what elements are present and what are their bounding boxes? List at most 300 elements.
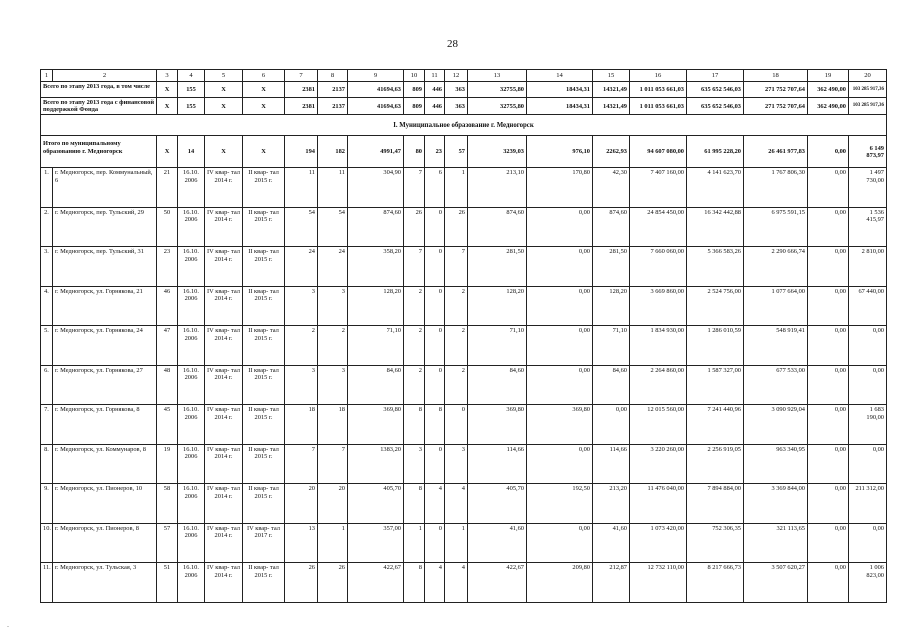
row-cell: 3 — [404, 444, 425, 484]
table-row — [41, 365, 887, 405]
row-cell: 16.10. 2006 — [178, 365, 205, 405]
row-cell: 357,00 — [348, 523, 404, 563]
row-cell: 0 — [425, 286, 445, 326]
row-number: 9. — [41, 484, 53, 524]
summary-cell: 41694,63 — [348, 98, 404, 115]
row-cell: 0,00 — [527, 523, 593, 563]
row-number: 6. — [41, 365, 53, 405]
summary-cell: 271 752 707,64 — [744, 98, 808, 115]
summary-cell: X — [243, 82, 285, 98]
row-cell: 2 810,00 — [849, 247, 887, 287]
summary-cell: 2137 — [318, 98, 348, 115]
row-cell: 548 919,41 — [744, 326, 808, 366]
row-cell: IV квар- тал 2014 г. — [205, 484, 243, 524]
summary-cell: 1 011 053 661,03 — [630, 98, 687, 115]
summary-cell: 809 — [404, 82, 425, 98]
summary-cell: 1 011 053 661,03 — [630, 82, 687, 98]
row-cell: II квар- тал 2015 г. — [243, 405, 285, 445]
summary-cell: X — [205, 98, 243, 115]
row-cell: IV квар- тал 2014 г. — [205, 207, 243, 247]
row-cell: 47 — [157, 326, 178, 366]
row-cell: 1 767 806,30 — [744, 168, 808, 208]
row-cell: 11 — [285, 168, 318, 208]
row-cell: 3 — [445, 444, 468, 484]
row-cell: 8 217 666,73 — [687, 563, 744, 603]
section-row — [41, 115, 887, 136]
row-cell: 7 — [404, 247, 425, 287]
total-cell: X — [243, 136, 285, 168]
total-cell: 23 — [425, 136, 445, 168]
row-cell: 2 256 919,05 — [687, 444, 744, 484]
summary-cell: 363 — [445, 98, 468, 115]
row-cell: 3 507 620,27 — [744, 563, 808, 603]
summary-cell: X — [157, 82, 178, 98]
row-cell: 16.10. 2006 — [178, 484, 205, 524]
total-label: Итого по муниципальному образованию г. Медногорск — [41, 136, 157, 168]
row-cell: 0 — [425, 444, 445, 484]
row-cell: 170,80 — [527, 168, 593, 208]
summary-cell: 2381 — [285, 82, 318, 98]
row-cell: 8 — [404, 484, 425, 524]
summary-label: Всего по этапу 2013 года, в том числе — [41, 82, 157, 98]
row-cell: IV квар- тал 2014 г. — [205, 326, 243, 366]
row-cell: 1 — [318, 523, 348, 563]
row-cell: II квар- тал 2015 г. — [243, 563, 285, 603]
row-cell: 19 — [157, 444, 178, 484]
column-number: 10 — [404, 70, 425, 82]
row-cell: II квар- тал 2015 г. — [243, 444, 285, 484]
row-cell: 1 077 664,00 — [744, 286, 808, 326]
summary-cell: 32755,80 — [468, 98, 527, 115]
row-cell: 3 669 860,00 — [630, 286, 687, 326]
column-number: 3 — [157, 70, 178, 82]
row-cell: 7 — [445, 247, 468, 287]
total-cell: 14 — [178, 136, 205, 168]
row-cell: 3 090 929,04 — [744, 405, 808, 445]
row-cell: 0 — [445, 405, 468, 445]
row-cell: 0,00 — [808, 207, 849, 247]
row-cell: 7 241 440,96 — [687, 405, 744, 445]
row-address: г. Медногорск, ул. Горнякова, 24 — [53, 326, 157, 366]
summary-cell: X — [157, 98, 178, 115]
row-cell: 2 264 860,00 — [630, 365, 687, 405]
row-cell: 8 — [425, 405, 445, 445]
total-cell: 194 — [285, 136, 318, 168]
row-cell: 358,20 — [348, 247, 404, 287]
row-cell: 16.10. 2006 — [178, 563, 205, 603]
table-row — [41, 444, 887, 484]
total-cell: 4991,47 — [348, 136, 404, 168]
total-cell: 6 149 873,97 — [849, 136, 887, 168]
row-cell: 2 — [445, 286, 468, 326]
row-cell: 0,00 — [808, 563, 849, 603]
row-cell: 11 476 040,00 — [630, 484, 687, 524]
row-cell: 7 894 884,00 — [687, 484, 744, 524]
row-cell: 1 834 930,00 — [630, 326, 687, 366]
column-number: 4 — [178, 70, 205, 82]
row-cell: 2 — [404, 365, 425, 405]
row-cell: 26 — [404, 207, 425, 247]
row-cell: 84,60 — [593, 365, 630, 405]
row-cell: 67 440,00 — [849, 286, 887, 326]
row-cell: 211 312,00 — [849, 484, 887, 524]
row-cell: 12 015 560,00 — [630, 405, 687, 445]
row-cell: 20 — [318, 484, 348, 524]
row-cell: 0,00 — [527, 207, 593, 247]
column-number: 18 — [744, 70, 808, 82]
row-address: г. Медногорск, ул. Горнякова, 8 — [53, 405, 157, 445]
table-row — [41, 168, 887, 208]
column-number: 9 — [348, 70, 404, 82]
row-cell: 23 — [157, 247, 178, 287]
municipal-total-row — [41, 136, 887, 168]
column-number: 19 — [808, 70, 849, 82]
row-cell: 369,80 — [348, 405, 404, 445]
row-cell: 54 — [285, 207, 318, 247]
row-cell: 5 366 583,26 — [687, 247, 744, 287]
summary-cell: 14321,49 — [593, 98, 630, 115]
row-cell: 0,00 — [808, 168, 849, 208]
row-cell: 18 — [285, 405, 318, 445]
total-cell: 0,00 — [808, 136, 849, 168]
row-cell: IV квар- тал 2014 г. — [205, 168, 243, 208]
row-cell: 0,00 — [808, 405, 849, 445]
row-cell: 209,80 — [527, 563, 593, 603]
row-cell: 0,00 — [808, 444, 849, 484]
row-cell: 405,70 — [468, 484, 527, 524]
row-cell: 1383,20 — [348, 444, 404, 484]
row-cell: 0,00 — [849, 444, 887, 484]
row-cell: IV квар- тал 2014 г. — [205, 523, 243, 563]
row-cell: 963 340,95 — [744, 444, 808, 484]
table-row — [41, 286, 887, 326]
summary-cell: 14321,49 — [593, 82, 630, 98]
summary-row — [41, 98, 887, 115]
row-cell: 2 — [445, 326, 468, 366]
row-cell: 281,50 — [593, 247, 630, 287]
row-cell: 1 — [445, 523, 468, 563]
row-cell: 6 975 591,15 — [744, 207, 808, 247]
row-cell: 1 497 730,00 — [849, 168, 887, 208]
row-cell: II квар- тал 2015 г. — [243, 207, 285, 247]
row-cell: 48 — [157, 365, 178, 405]
total-cell: 26 461 977,83 — [744, 136, 808, 168]
row-cell: 42,30 — [593, 168, 630, 208]
row-cell: 0 — [425, 326, 445, 366]
row-cell: 6 — [425, 168, 445, 208]
row-cell: 2 — [445, 365, 468, 405]
row-address: г. Медногорск, ул. Коммунаров, 8 — [53, 444, 157, 484]
row-cell: 212,87 — [593, 563, 630, 603]
summary-cell: 362 490,00 — [808, 98, 849, 115]
row-cell: 114,66 — [468, 444, 527, 484]
row-address: г. Медногорск, ул. Тульская, 3 — [53, 563, 157, 603]
row-cell: 1 — [445, 168, 468, 208]
row-cell: 12 732 110,00 — [630, 563, 687, 603]
row-cell: 0,00 — [527, 247, 593, 287]
column-number: 1 — [41, 70, 53, 82]
column-number: 13 — [468, 70, 527, 82]
row-cell: 16 342 442,88 — [687, 207, 744, 247]
total-cell: 182 — [318, 136, 348, 168]
row-cell: 16.10. 2006 — [178, 286, 205, 326]
row-address: г. Медногорск, ул. Пионеров, 8 — [53, 523, 157, 563]
row-cell: 0,00 — [527, 444, 593, 484]
row-number: 5. — [41, 326, 53, 366]
row-cell: 1 006 823,00 — [849, 563, 887, 603]
row-cell: 71,10 — [348, 326, 404, 366]
summary-cell: 446 — [425, 82, 445, 98]
summary-cell: 41694,63 — [348, 82, 404, 98]
row-cell: 4 — [445, 484, 468, 524]
row-cell: IV квар- тал 2014 г. — [205, 247, 243, 287]
row-cell: 7 660 060,00 — [630, 247, 687, 287]
row-cell: 1 073 420,00 — [630, 523, 687, 563]
summary-cell: 32755,80 — [468, 82, 527, 98]
row-cell: 0,00 — [808, 326, 849, 366]
row-cell: 3 — [285, 286, 318, 326]
summary-cell: 2381 — [285, 98, 318, 115]
row-cell: II квар- тал 2015 г. — [243, 326, 285, 366]
row-cell: 16.10. 2006 — [178, 207, 205, 247]
row-cell: 16.10. 2006 — [178, 405, 205, 445]
row-cell: II квар- тал 2015 г. — [243, 168, 285, 208]
row-cell: 11 — [318, 168, 348, 208]
row-address: г. Медногорск, пер. Тульский, 29 — [53, 207, 157, 247]
row-number: 11. — [41, 563, 53, 603]
column-number: 5 — [205, 70, 243, 82]
row-cell: 71,10 — [593, 326, 630, 366]
column-number: 15 — [593, 70, 630, 82]
row-cell: 26 — [285, 563, 318, 603]
margin-mark: - — [7, 624, 9, 630]
total-cell: 61 995 228,20 — [687, 136, 744, 168]
row-cell: 71,10 — [468, 326, 527, 366]
row-cell: 128,20 — [468, 286, 527, 326]
total-cell: 57 — [445, 136, 468, 168]
table-row — [41, 563, 887, 603]
row-cell: 13 — [285, 523, 318, 563]
row-cell: 0 — [425, 207, 445, 247]
row-cell: 1 587 327,00 — [687, 365, 744, 405]
row-number: 1. — [41, 168, 53, 208]
row-cell: 84,60 — [468, 365, 527, 405]
table-row — [41, 326, 887, 366]
row-cell: 26 — [445, 207, 468, 247]
row-cell: II квар- тал 2015 г. — [243, 247, 285, 287]
total-cell: X — [205, 136, 243, 168]
row-cell: 24 — [285, 247, 318, 287]
summary-row — [41, 82, 887, 98]
row-cell: 405,70 — [348, 484, 404, 524]
row-cell: 7 — [318, 444, 348, 484]
row-number: 3. — [41, 247, 53, 287]
row-cell: 41,60 — [593, 523, 630, 563]
row-address: г. Медногорск, ул. Пионеров, 10 — [53, 484, 157, 524]
table-row — [41, 484, 887, 524]
table-row — [41, 523, 887, 563]
row-cell: 16.10. 2006 — [178, 326, 205, 366]
total-cell: 3239,03 — [468, 136, 527, 168]
row-cell: 2 524 756,00 — [687, 286, 744, 326]
row-cell: 1 536 415,97 — [849, 207, 887, 247]
column-number: 8 — [318, 70, 348, 82]
table-row — [41, 405, 887, 445]
summary-cell: 362 490,00 — [808, 82, 849, 98]
row-cell: 192,50 — [527, 484, 593, 524]
row-cell: 2 — [404, 286, 425, 326]
row-cell: 2 — [318, 326, 348, 366]
row-cell: 128,20 — [348, 286, 404, 326]
row-cell: 7 — [285, 444, 318, 484]
total-cell: 2262,93 — [593, 136, 630, 168]
row-cell: II квар- тал 2015 г. — [243, 286, 285, 326]
row-cell: 84,60 — [348, 365, 404, 405]
row-cell: 0,00 — [593, 405, 630, 445]
row-cell: 16.10. 2006 — [178, 444, 205, 484]
row-number: 8. — [41, 444, 53, 484]
row-cell: 0 — [425, 365, 445, 405]
row-cell: 41,60 — [468, 523, 527, 563]
row-cell: 8 — [404, 563, 425, 603]
row-cell: IV квар- тал 2014 г. — [205, 286, 243, 326]
row-cell: 7 — [404, 168, 425, 208]
summary-label: Всего по этапу 2013 года с финансовой поддержкой Фонда — [41, 98, 157, 115]
row-cell: 114,66 — [593, 444, 630, 484]
row-cell: 4 — [425, 484, 445, 524]
row-cell: 2 — [285, 326, 318, 366]
row-cell: IV квар- тал 2014 г. — [205, 563, 243, 603]
row-number: 10. — [41, 523, 53, 563]
row-cell: 874,60 — [593, 207, 630, 247]
row-cell: 3 — [318, 365, 348, 405]
column-number: 14 — [527, 70, 593, 82]
row-cell: 3 220 260,00 — [630, 444, 687, 484]
row-cell: II квар- тал 2015 г. — [243, 484, 285, 524]
summary-cell: 635 652 546,03 — [687, 98, 744, 115]
column-number: 12 — [445, 70, 468, 82]
row-cell: 0,00 — [808, 484, 849, 524]
row-cell: 58 — [157, 484, 178, 524]
row-cell: 46 — [157, 286, 178, 326]
row-cell: 0,00 — [808, 247, 849, 287]
row-cell: 128,20 — [593, 286, 630, 326]
summary-cell: 155 — [178, 98, 205, 115]
row-cell: 4 — [425, 563, 445, 603]
row-cell: 0,00 — [527, 286, 593, 326]
column-number: 6 — [243, 70, 285, 82]
row-cell: 0 — [425, 523, 445, 563]
row-cell: 3 369 844,00 — [744, 484, 808, 524]
row-cell: 422,67 — [468, 563, 527, 603]
row-cell: 8 — [404, 405, 425, 445]
row-cell: 0,00 — [849, 365, 887, 405]
column-number: 2 — [53, 70, 157, 82]
row-number: 7. — [41, 405, 53, 445]
row-cell: 0,00 — [527, 326, 593, 366]
row-cell: 677 533,00 — [744, 365, 808, 405]
table-row — [41, 207, 887, 247]
row-cell: 213,10 — [468, 168, 527, 208]
summary-cell: 103 285 917,36 — [849, 82, 887, 98]
row-cell: 874,60 — [468, 207, 527, 247]
row-cell: 50 — [157, 207, 178, 247]
section-title: I. Муниципальное образование г. Медногорск — [41, 115, 887, 136]
row-cell: 1 286 010,59 — [687, 326, 744, 366]
row-cell: IV квар- тал 2017 г. — [243, 523, 285, 563]
summary-cell: X — [205, 82, 243, 98]
row-cell: 57 — [157, 523, 178, 563]
column-number: 16 — [630, 70, 687, 82]
row-cell: 2 290 666,74 — [744, 247, 808, 287]
row-cell: 752 306,35 — [687, 523, 744, 563]
row-cell: 281,50 — [468, 247, 527, 287]
row-cell: 20 — [285, 484, 318, 524]
row-cell: 304,90 — [348, 168, 404, 208]
page-number: 28 — [447, 38, 458, 50]
table-row — [41, 247, 887, 287]
row-cell: 51 — [157, 563, 178, 603]
total-cell: X — [157, 136, 178, 168]
row-cell: 3 — [318, 286, 348, 326]
summary-cell: 809 — [404, 98, 425, 115]
row-cell: 213,20 — [593, 484, 630, 524]
summary-cell: 155 — [178, 82, 205, 98]
total-cell: 976,10 — [527, 136, 593, 168]
row-cell: 0,00 — [808, 365, 849, 405]
row-cell: 369,80 — [527, 405, 593, 445]
summary-cell: 363 — [445, 82, 468, 98]
row-cell: 18 — [318, 405, 348, 445]
row-cell: 24 854 450,00 — [630, 207, 687, 247]
row-cell: IV квар- тал 2014 г. — [205, 444, 243, 484]
row-cell: IV квар- тал 2014 г. — [205, 405, 243, 445]
summary-cell: 18434,31 — [527, 98, 593, 115]
row-cell: 2 — [404, 326, 425, 366]
row-cell: 1 683 190,00 — [849, 405, 887, 445]
row-cell: 0,00 — [849, 326, 887, 366]
summary-cell: 103 285 917,36 — [849, 98, 887, 115]
row-address: г. Медногорск, ул. Горнякова, 21 — [53, 286, 157, 326]
row-cell: 4 — [445, 563, 468, 603]
row-cell: 0,00 — [808, 523, 849, 563]
row-cell: 0 — [425, 247, 445, 287]
column-number: 11 — [425, 70, 445, 82]
row-cell: 7 407 160,00 — [630, 168, 687, 208]
row-number: 4. — [41, 286, 53, 326]
row-cell: 4 141 623,70 — [687, 168, 744, 208]
row-cell: 0,00 — [808, 286, 849, 326]
column-number-row — [41, 70, 887, 82]
row-cell: 0,00 — [849, 523, 887, 563]
row-cell: 321 113,65 — [744, 523, 808, 563]
total-cell: 80 — [404, 136, 425, 168]
row-cell: 874,60 — [348, 207, 404, 247]
row-cell: 3 — [285, 365, 318, 405]
housing-program-table — [40, 69, 887, 603]
row-address: г. Медногорск, пер. Коммунальный, 6 — [53, 168, 157, 208]
row-cell: 16.10. 2006 — [178, 523, 205, 563]
column-number: 7 — [285, 70, 318, 82]
summary-cell: 635 652 546,03 — [687, 82, 744, 98]
summary-cell: 271 752 707,64 — [744, 82, 808, 98]
summary-cell: 2137 — [318, 82, 348, 98]
row-cell: 422,67 — [348, 563, 404, 603]
row-cell: 45 — [157, 405, 178, 445]
row-cell: 16.10. 2006 — [178, 168, 205, 208]
row-cell: IV квар- тал 2014 г. — [205, 365, 243, 405]
summary-cell: X — [243, 98, 285, 115]
